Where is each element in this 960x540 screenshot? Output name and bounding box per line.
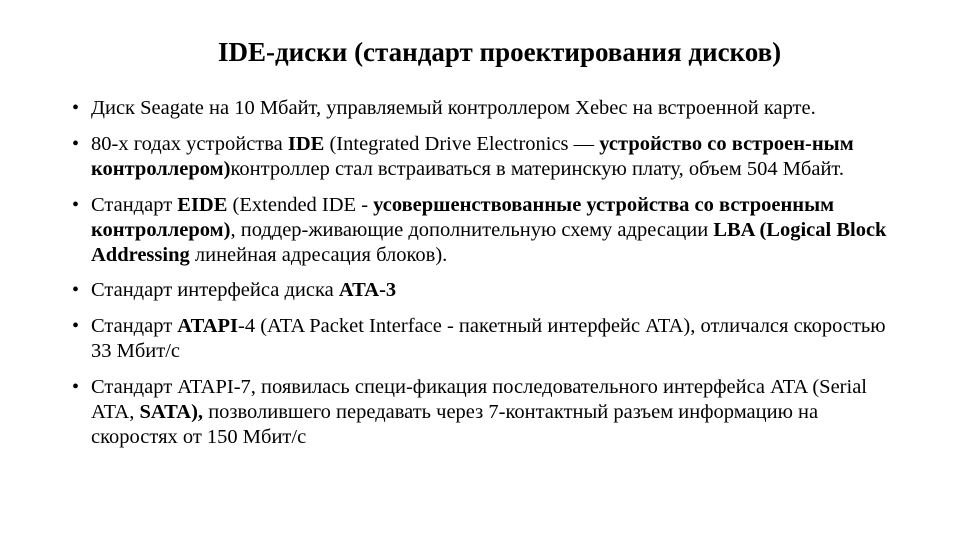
bullet-text-bold: ATA-3 [338, 279, 397, 301]
bullet-text-part: Стандарт [91, 194, 178, 216]
bullet-dot: • [72, 97, 80, 119]
bullet-text-bold: EIDE [177, 194, 228, 216]
bullet-text-part: 80-х годах устройства [91, 133, 288, 155]
bullet-text-part: Стандарт интерфейса диска [91, 279, 339, 301]
bullet-text-part: линейная адресация блоков). [189, 244, 448, 266]
bullet-text-bold: ATAPI [177, 315, 239, 337]
slide-title: IDE-диски (стандарт проектирования дисков) [218, 37, 782, 67]
bullet-text [91, 97, 816, 119]
bullet-item [72, 278, 892, 303]
bullet-text-bold: IDE [287, 133, 325, 155]
bullet-dot: • [72, 279, 80, 301]
bullet-text-part: контроллер стал встраиваться в материнскую плату, объем 504 Мбайт. [230, 158, 844, 180]
bullet-list [72, 96, 892, 461]
bullet-text-part: Диск Seagate на 10 Мбайт, управляемый контроллером Xebec на встроенной карте. [91, 97, 816, 119]
bullet-text [91, 279, 396, 301]
bullet-dot: • [72, 315, 80, 337]
bullet-text-part: , поддер-живающие дополнительную схему адресации [230, 219, 714, 241]
bullet-text [91, 376, 867, 448]
bullet-text-bold: SATA), [139, 401, 204, 423]
bullet-text-part: (Integrated Drive Electronics — [324, 133, 600, 155]
bullet-dot: • [72, 376, 80, 398]
bullet-text-part: Стандарт ATAPI-7, появилась специ-фикация последовательного интерфейса ATA (Serial ATA, [91, 376, 867, 423]
bullet-text-bold: устройство со встроен-ным контроллером) [91, 133, 854, 180]
bullet-text [91, 315, 886, 362]
bullet-text-bold: LBA (Logical Block Addressing [91, 219, 887, 266]
bullet-dot: • [72, 133, 80, 155]
bullet-text-part: позволившего передавать через 7-контактный разъем информацию на скоростях от 150 Мбит/с [91, 401, 819, 448]
bullet-dot: • [72, 194, 80, 216]
bullet-item [72, 375, 892, 450]
bullet-item [72, 314, 892, 364]
bullet-item [72, 96, 892, 121]
bullet-item [72, 132, 892, 182]
bullet-item [72, 193, 892, 268]
bullet-text [91, 194, 886, 266]
bullet-text-part: Стандарт [91, 315, 178, 337]
bullet-text-part: (Extended IDE - [227, 194, 374, 216]
bullet-text [91, 133, 854, 180]
bullet-text-part: -4 (ATA Packet Interface - пакетный интерфейс ATA), отличался скоростью 33 Мбит/с [91, 315, 886, 362]
bullet-text-bold: усовершенствованные устройства со встроенным контроллером) [91, 194, 835, 241]
